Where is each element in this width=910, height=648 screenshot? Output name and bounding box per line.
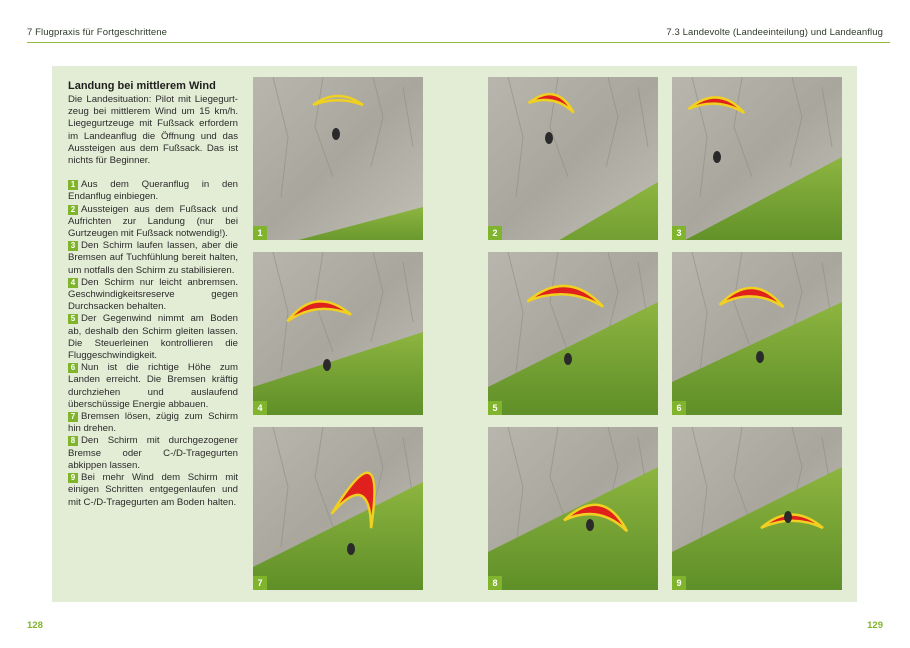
step-item	[68, 411, 238, 435]
page-number-left: 128	[27, 620, 43, 631]
pilot-figure	[564, 353, 572, 365]
step-text: Nun ist die richtige Höhe zum Landen erreicht. Die Bremsen kräftig durchziehen und auslaufend überschüssige Energie abbauen.	[68, 362, 238, 410]
step-item	[68, 362, 238, 411]
landing-photo-8	[488, 427, 658, 590]
step-number-badge: 4	[68, 278, 78, 288]
running-header-left: 7 Flugpraxis für Fortgeschrittene	[27, 27, 168, 38]
step-number-badge: 2	[68, 205, 78, 215]
header-rule	[27, 42, 890, 43]
photo-illustration	[253, 427, 423, 590]
step-item	[68, 240, 238, 277]
pilot-figure	[545, 132, 553, 144]
photo-number-badge: 7	[253, 576, 267, 590]
section-title: Landung bei mittlerem Wind	[68, 80, 216, 92]
photo-illustration	[253, 77, 423, 240]
step-number-badge: 8	[68, 436, 78, 446]
pilot-figure	[713, 151, 721, 163]
step-item	[68, 313, 238, 362]
step-number-badge: 5	[68, 314, 78, 324]
pilot-figure	[756, 351, 764, 363]
intro-paragraph: Die Landesituation: Pilot mit Liegegurt-zeug bei mittlerem Wind um 15 km/h. Liegegurtzeuge mit Fußsack erfordern im Landeanflug die Öffnung und das Aussteigen aus dem Fußsack. Das ist nichts für Beginner.	[68, 94, 238, 167]
pilot-figure	[323, 359, 331, 371]
photo-number-badge: 6	[672, 401, 686, 415]
step-number-badge: 7	[68, 412, 78, 422]
step-number-badge: 6	[68, 363, 78, 373]
step-item	[68, 435, 238, 472]
landing-photo-3	[672, 77, 842, 240]
step-item	[68, 179, 238, 203]
photo-illustration	[488, 427, 658, 590]
step-number-badge: 1	[68, 180, 78, 190]
step-text: Bremsen lösen, zügig zum Schirm hin drehen.	[68, 411, 238, 435]
landing-photo-2	[488, 77, 658, 240]
step-item	[68, 472, 238, 509]
photo-illustration	[488, 252, 658, 415]
photo-illustration	[672, 77, 842, 240]
photo-illustration	[672, 427, 842, 590]
landing-photo-7	[253, 427, 423, 590]
landing-photo-5	[488, 252, 658, 415]
photo-illustration	[253, 252, 423, 415]
pilot-figure	[347, 543, 355, 555]
step-text: Aus dem Queranflug in den Endanflug einbiegen.	[68, 179, 238, 203]
photo-illustration	[488, 77, 658, 240]
step-list	[68, 179, 238, 508]
running-header-right: 7.3 Landevolte (Landeeinteilung) und Landeanflug	[666, 27, 883, 38]
step-number-badge: 3	[68, 241, 78, 251]
step-item	[68, 204, 238, 241]
instruction-text	[68, 80, 238, 509]
landing-photo-6	[672, 252, 842, 415]
photo-number-badge: 9	[672, 576, 686, 590]
page-number-right: 129	[867, 620, 883, 631]
step-text: Den Schirm nur leicht anbremsen. Geschwindigkeitsreserve gegen Durchsacken behalten.	[68, 276, 238, 313]
step-text: Der Gegenwind nimmt am Boden ab, deshalb den Schirm gleiten lassen. Die Steuerleinen kontrollieren die Fluggeschwindigkeit.	[68, 313, 238, 362]
photo-number-badge: 2	[488, 226, 502, 240]
step-text: Den Schirm laufen lassen, aber die Bremsen auf Tuchfühlung bereit halten, um notfalls den Schirm zu stabilisieren.	[68, 240, 238, 276]
photo-number-badge: 4	[253, 401, 267, 415]
photo-number-badge: 1	[253, 226, 267, 240]
pilot-figure	[332, 128, 340, 140]
photo-number-badge: 5	[488, 401, 502, 415]
pilot-figure	[586, 519, 594, 531]
step-text: Aussteigen aus dem Fußsack und Aufrichten zur Landung (nur bei Gurtzeugen mit Fußsack notwendig!).	[68, 203, 238, 240]
step-text: Den Schirm mit durchgezogener Bremse oder C-/D-Tragegurten abkippen lassen.	[68, 435, 238, 471]
photo-illustration	[672, 252, 842, 415]
step-text: Bei mehr Wind dem Schirm mit einigen Schritten entgegenlaufen und mit C-/D-Tragegurten am Boden halten.	[68, 472, 238, 508]
landing-photo-9	[672, 427, 842, 590]
photo-number-badge: 3	[672, 226, 686, 240]
step-number-badge: 9	[68, 473, 78, 483]
step-item	[68, 277, 238, 314]
photo-number-badge: 8	[488, 576, 502, 590]
pilot-figure	[784, 511, 792, 523]
landing-photo-4	[253, 252, 423, 415]
landing-photo-1	[253, 77, 423, 240]
